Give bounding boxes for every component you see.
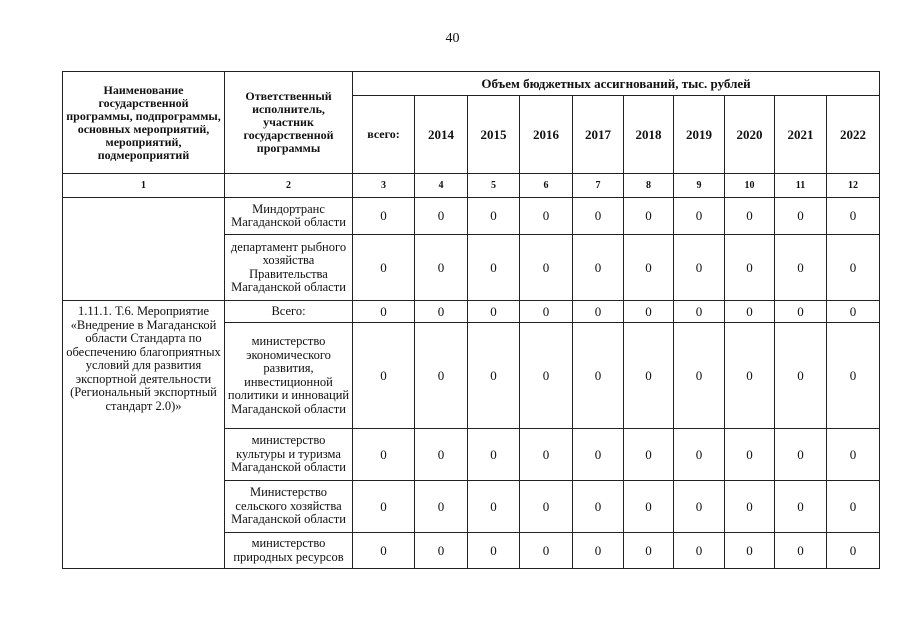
value-cell: 0 (775, 533, 827, 569)
value-cell: 0 (573, 198, 624, 235)
value-cell: 0 (520, 235, 573, 301)
value-cell: 0 (725, 301, 775, 323)
column-number-row (63, 174, 880, 198)
value-cell: 0 (827, 301, 880, 323)
header-row-1 (63, 72, 880, 96)
value-cell: 0 (415, 198, 468, 235)
value-cell: 0 (415, 323, 468, 429)
value-cell: 0 (624, 235, 674, 301)
value-cell: 0 (827, 198, 880, 235)
table-row (63, 198, 880, 235)
header-total-cell: всего: (353, 96, 415, 174)
column-number: 11 (775, 174, 827, 198)
executor-cell: Министерство сельского хозяйства Магаданской области (225, 481, 353, 533)
year-header-cell: 2021 (775, 96, 827, 174)
column-number: 1 (63, 174, 225, 198)
value-cell: 0 (725, 198, 775, 235)
value-cell: 0 (624, 533, 674, 569)
value-cell: 0 (725, 323, 775, 429)
column-number: 9 (674, 174, 725, 198)
value-cell: 0 (775, 301, 827, 323)
year-header-cell: 2017 (573, 96, 624, 174)
year-header-cell: 2014 (415, 96, 468, 174)
executor-cell: Миндортранс Магаданской области (225, 198, 353, 235)
value-cell: 0 (775, 235, 827, 301)
value-cell: 0 (468, 533, 520, 569)
executor-cell: министерство экономического развития, инвестиционной политики и инноваций Магаданской области (225, 323, 353, 429)
column-number: 4 (415, 174, 468, 198)
value-cell: 0 (468, 301, 520, 323)
value-cell: 0 (468, 481, 520, 533)
value-cell: 0 (353, 235, 415, 301)
value-cell: 0 (725, 481, 775, 533)
empty-name-cell (63, 198, 225, 301)
value-cell: 0 (415, 301, 468, 323)
column-number: 6 (520, 174, 573, 198)
value-cell: 0 (353, 533, 415, 569)
value-cell: 0 (353, 481, 415, 533)
column-number: 7 (573, 174, 624, 198)
value-cell: 0 (827, 235, 880, 301)
column-number: 12 (827, 174, 880, 198)
year-header-cell: 2015 (468, 96, 520, 174)
value-cell: 0 (725, 235, 775, 301)
value-cell: 0 (624, 429, 674, 481)
year-header-cell: 2022 (827, 96, 880, 174)
value-cell: 0 (674, 198, 725, 235)
executor-cell: министерство культуры и туризма Магаданской области (225, 429, 353, 481)
value-cell: 0 (573, 301, 624, 323)
value-cell: 0 (775, 323, 827, 429)
value-cell: 0 (827, 429, 880, 481)
value-cell: 0 (674, 429, 725, 481)
value-cell: 0 (725, 533, 775, 569)
value-cell: 0 (520, 198, 573, 235)
value-cell: 0 (775, 198, 827, 235)
table-row (63, 301, 880, 323)
value-cell: 0 (520, 301, 573, 323)
value-cell: 0 (624, 301, 674, 323)
year-header-cell: 2019 (674, 96, 725, 174)
value-cell: 0 (674, 301, 725, 323)
value-cell: 0 (674, 533, 725, 569)
header-name-cell: Наименование государственной программы, подпрограммы, основных мероприятий, мероприятий, подмероприятий (63, 72, 225, 174)
value-cell: 0 (827, 323, 880, 429)
value-cell: 0 (520, 323, 573, 429)
column-number: 8 (624, 174, 674, 198)
value-cell: 0 (520, 481, 573, 533)
value-cell: 0 (775, 429, 827, 481)
value-cell: 0 (353, 429, 415, 481)
value-cell: 0 (573, 481, 624, 533)
budget-table (62, 71, 880, 569)
event-name-cell: 1.11.1. Т.6. Мероприятие «Внедрение в Магаданской области Стандарта по обеспечению благоприятных условий для развития экспортной деятельности (Региональный экспортный стандарт 2.0)» (63, 301, 225, 569)
value-cell: 0 (353, 198, 415, 235)
year-header-cell: 2016 (520, 96, 573, 174)
value-cell: 0 (415, 235, 468, 301)
executor-cell: Всего: (225, 301, 353, 323)
value-cell: 0 (415, 429, 468, 481)
value-cell: 0 (674, 323, 725, 429)
value-cell: 0 (725, 429, 775, 481)
value-cell: 0 (827, 481, 880, 533)
value-cell: 0 (674, 235, 725, 301)
value-cell: 0 (415, 481, 468, 533)
column-number: 3 (353, 174, 415, 198)
value-cell: 0 (573, 323, 624, 429)
value-cell: 0 (468, 198, 520, 235)
executor-cell: министерство природных ресурсов (225, 533, 353, 569)
value-cell: 0 (520, 533, 573, 569)
value-cell: 0 (827, 533, 880, 569)
executor-cell: департамент рыбного хозяйства Правительства Магаданской области (225, 235, 353, 301)
value-cell: 0 (520, 429, 573, 481)
column-number: 10 (725, 174, 775, 198)
page-number: 40 (445, 31, 460, 46)
year-header-cell: 2018 (624, 96, 674, 174)
value-cell: 0 (573, 235, 624, 301)
year-header-cell: 2020 (725, 96, 775, 174)
value-cell: 0 (624, 323, 674, 429)
value-cell: 0 (353, 301, 415, 323)
value-cell: 0 (775, 481, 827, 533)
value-cell: 0 (415, 533, 468, 569)
value-cell: 0 (468, 429, 520, 481)
value-cell: 0 (624, 198, 674, 235)
column-number: 5 (468, 174, 520, 198)
value-cell: 0 (573, 533, 624, 569)
value-cell: 0 (468, 323, 520, 429)
header-executor-cell: Ответственный исполнитель, участник государственной программы (225, 72, 353, 174)
value-cell: 0 (573, 429, 624, 481)
value-cell: 0 (624, 481, 674, 533)
value-cell: 0 (468, 235, 520, 301)
value-cell: 0 (353, 323, 415, 429)
value-cell: 0 (674, 481, 725, 533)
header-budget-cell: Объем бюджетных ассигнований, тыс. рублей (353, 72, 880, 96)
column-number: 2 (225, 174, 353, 198)
